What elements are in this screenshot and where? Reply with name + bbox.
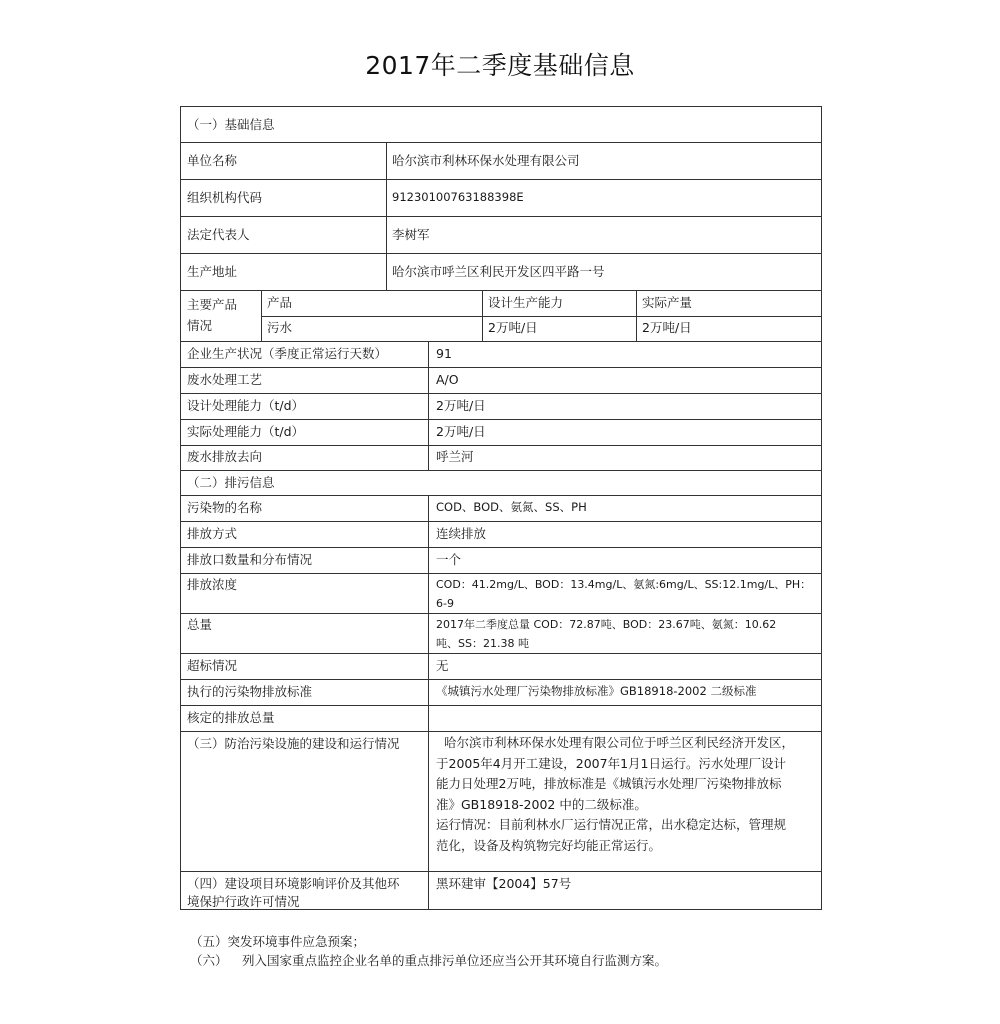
row-divider <box>181 419 821 420</box>
value-design-capacity: 2万吨/日 <box>488 320 538 335</box>
label-company-name: 单位名称 <box>187 153 238 168</box>
section4-label-line1: （四）建设项目环境影响评价及其他环 <box>187 876 400 891</box>
section3-label: （三）防治污染设施的建设和运行情况 <box>187 736 400 751</box>
section3-line: 运行情况：目前利林水厂运行情况正常，出水稳定达标，管理规 <box>436 817 787 832</box>
value-actual-output: 2万吨/日 <box>642 320 692 335</box>
section3-line: 准》GB18918-2002 中的二级标准。 <box>436 796 647 812</box>
label-legal-rep: 法定代表人 <box>187 227 250 242</box>
section4-value: 黑环建审【2004】57号 <box>436 876 572 891</box>
page-title: 2017年二季度基础信息 <box>365 51 635 80</box>
footer-item-5: （五）突发环境事件应急预案； <box>190 934 366 949</box>
section3-line: 范化，设备及构筑物完好均能正常运行。 <box>436 837 662 853</box>
label-discharge-mode: 排放方式 <box>187 526 238 541</box>
column-divider <box>636 290 637 341</box>
row-divider <box>181 393 821 394</box>
footer-item-6-prefix: （六） <box>190 953 228 968</box>
row-divider <box>181 521 821 522</box>
label-discharge-destination: 废水排放去向 <box>187 449 263 464</box>
row-divider <box>181 653 821 654</box>
label-org-code: 组织机构代码 <box>187 190 263 205</box>
label-approved-total: 核定的排放总量 <box>187 710 275 725</box>
row-divider <box>181 613 821 614</box>
column-divider <box>428 495 429 909</box>
row-divider <box>181 290 821 291</box>
row-divider <box>181 470 821 471</box>
row-divider <box>181 573 821 574</box>
value-address: 哈尔滨市呼兰区利民开发区四平路一号 <box>392 264 605 279</box>
label-outlets: 排放口数量和分布情况 <box>187 552 313 567</box>
value-outlets: 一个 <box>436 552 462 567</box>
value-total-line2: 吨、SS：21.38 吨 <box>436 637 529 650</box>
value-exceedance: 无 <box>436 658 449 673</box>
value-actual-treatment: 2万吨/日 <box>436 424 486 439</box>
label-operation-days: 企业生产状况（季度正常运行天数） <box>187 346 388 361</box>
section1-heading: （一）基础信息 <box>187 117 275 132</box>
column-divider <box>482 290 483 341</box>
label-standard: 执行的污染物排放标准 <box>187 684 313 699</box>
section3-line: 能力日处理2万吨，排放标准是《城镇污水处理厂污染物排放标 <box>436 776 782 791</box>
row-divider <box>181 731 821 732</box>
row-divider <box>181 547 821 548</box>
info-table <box>180 106 822 910</box>
row-divider <box>181 495 821 496</box>
value-pollutants: COD、BOD、氨氮、SS、PH <box>436 500 587 514</box>
value-process: A/O <box>436 372 459 387</box>
column-divider <box>261 290 262 341</box>
label-total: 总量 <box>187 617 213 632</box>
footer-item-6-text: 列入国家重点监控企业名单的重点排污单位还应当公开其环境自行监测方案。 <box>242 953 668 968</box>
label-main-product: 主要产品 <box>187 297 238 312</box>
value-concentration-line1: COD：41.2mg/L、BOD：13.4mg/L、氨氮:6mg/L、SS:12.1mg/L、PH： <box>436 578 812 591</box>
label-pollutants: 污染物的名称 <box>187 500 263 515</box>
label-actual-treatment: 实际处理能力（t/d） <box>187 424 305 439</box>
section4-label-line2: 境保护行政许可情况 <box>187 894 300 909</box>
value-concentration-line2: 6-9 <box>436 597 454 610</box>
column-divider <box>428 341 429 471</box>
header-design-capacity: 设计生产能力 <box>488 295 564 310</box>
header-actual-output: 实际产量 <box>642 295 693 310</box>
section3-line: 于2005年4月开工建设，2007年1月1日运行。污水处理厂设计 <box>436 755 786 771</box>
value-standard: 《城镇污水处理厂污染物排放标准》GB18918-2002 二级标准 <box>436 684 757 698</box>
row-divider <box>181 142 821 143</box>
value-product: 污水 <box>267 320 293 335</box>
section3-paragraph <box>436 733 820 856</box>
label-design-treatment: 设计处理能力（t/d） <box>187 398 305 413</box>
label-concentration: 排放浓度 <box>187 577 238 592</box>
row-divider <box>181 705 821 706</box>
column-divider <box>386 142 387 290</box>
row-divider <box>181 445 821 446</box>
row-divider <box>181 216 821 217</box>
value-discharge-mode: 连续排放 <box>436 526 487 541</box>
row-divider <box>181 367 821 368</box>
row-divider <box>181 871 821 872</box>
row-divider <box>181 679 821 680</box>
label-process: 废水处理工艺 <box>187 372 263 387</box>
label-main-product-2: 情况 <box>187 318 213 333</box>
section2-heading: （二）排污信息 <box>187 475 275 490</box>
value-discharge-destination: 呼兰河 <box>436 449 474 464</box>
header-product: 产品 <box>267 295 293 310</box>
value-company-name: 哈尔滨市利林环保水处理有限公司 <box>392 153 580 168</box>
row-divider <box>181 341 821 342</box>
row-divider <box>181 253 821 254</box>
value-design-treatment: 2万吨/日 <box>436 398 486 413</box>
value-total-line1: 2017年二季度总量 COD：72.87吨、BOD：23.67吨、氨氮：10.62 <box>436 618 777 631</box>
value-operation-days: 91 <box>436 346 452 361</box>
value-org-code: 91230100763188398E <box>392 190 524 204</box>
label-address: 生产地址 <box>187 264 238 279</box>
value-legal-rep: 李树军 <box>392 227 430 242</box>
section3-line: 哈尔滨市利林环保水处理有限公司位于呼兰区利民经济开发区， <box>436 735 794 750</box>
row-divider <box>181 179 821 180</box>
row-divider <box>261 316 821 317</box>
label-exceedance: 超标情况 <box>187 658 238 673</box>
